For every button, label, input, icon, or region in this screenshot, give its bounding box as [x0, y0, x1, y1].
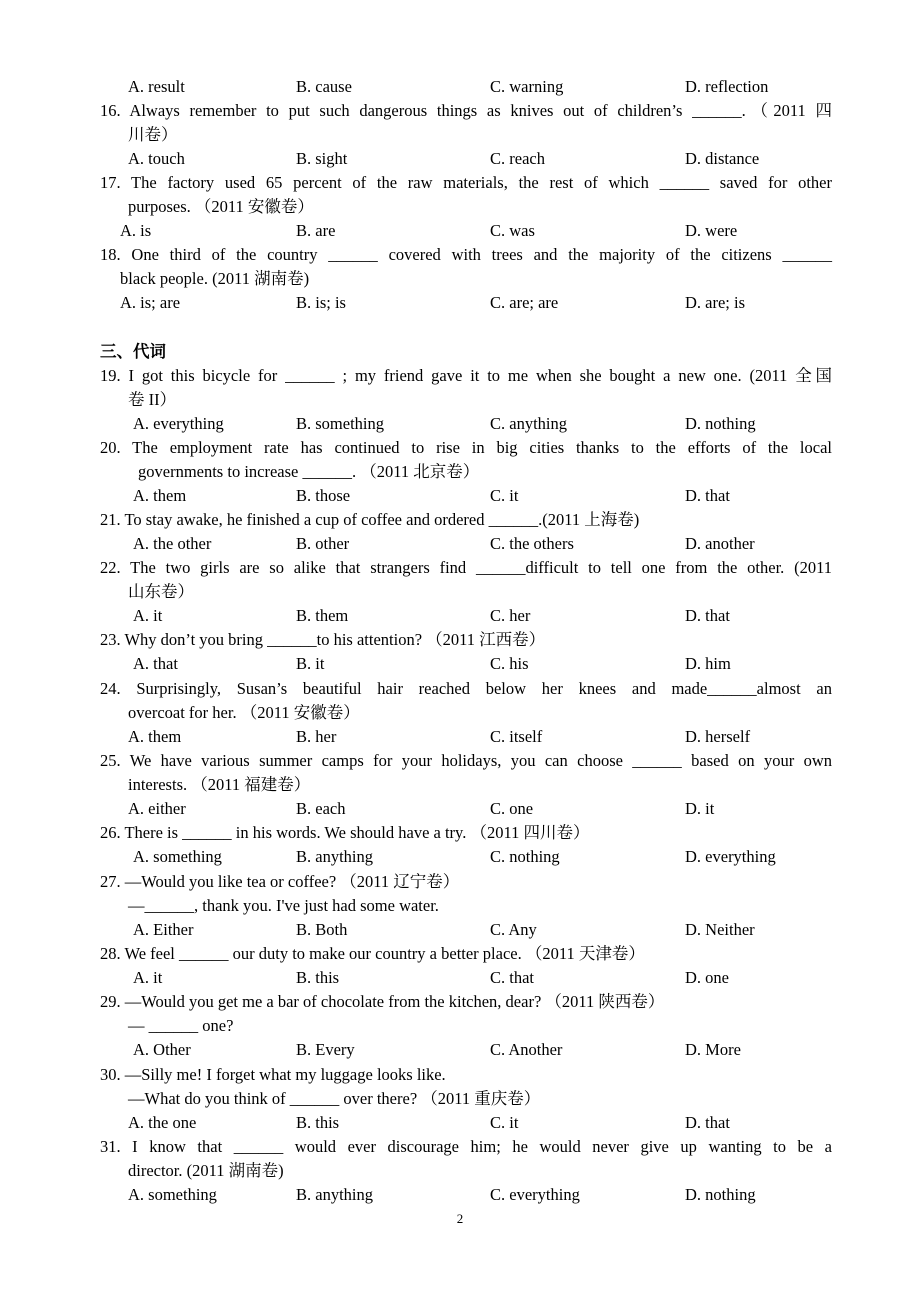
question-30	[100, 1063, 832, 1135]
option-d[interactable]: D. him	[685, 654, 731, 673]
question-text: 28. We feel ______ our duty to make our country a better place. （2011 天津卷）	[100, 944, 645, 963]
option-c[interactable]: C. was	[490, 221, 535, 240]
option-c[interactable]: C. that	[490, 968, 534, 987]
option-c[interactable]: C. everything	[490, 1185, 580, 1204]
option-d[interactable]: D. were	[685, 221, 738, 240]
option-d[interactable]: D. distance	[685, 149, 760, 168]
option-d[interactable]: D. another	[685, 534, 755, 553]
option-d[interactable]: D. that	[685, 486, 730, 505]
question-text: 21. To stay awake, he finished a cup of coffee and ordered ______.(2011 上海卷)	[100, 510, 640, 529]
question-text-continued: —What do you think of ______ over there? （2011 重庆卷）	[128, 1089, 541, 1108]
question-options	[100, 652, 832, 676]
question-text-continued: director. (2011 湖南卷)	[128, 1161, 284, 1180]
question-options	[100, 1111, 832, 1135]
section-heading: 三、代词	[100, 342, 166, 361]
option-b[interactable]: B. cause	[296, 77, 352, 96]
question-text: 23. Why don’t you bring ______to his attention? （2011 江西卷）	[100, 630, 546, 649]
option-a[interactable]: A. is	[120, 221, 152, 240]
question-text: 24. Surprisingly, Susan’s beautiful hair reached below her knees and made______almost an	[100, 679, 832, 698]
option-b[interactable]: B. anything	[296, 847, 373, 866]
question-text: 19. I got this bicycle for ______ ; my friend gave it to me when she bought a new one. (2011 全国	[100, 366, 832, 385]
question-text-continued: —______, thank you. I've just had some water.	[128, 896, 439, 915]
question-16	[100, 99, 832, 171]
page-number: 2	[456, 1211, 464, 1226]
option-a[interactable]: A. is; are	[120, 293, 181, 312]
question-options	[100, 845, 832, 869]
question-text-continued: black people. (2011 湖南卷)	[120, 269, 310, 288]
question-18	[100, 243, 832, 315]
question-27	[100, 870, 832, 942]
option-d[interactable]: D. that	[685, 606, 730, 625]
question-options	[100, 291, 832, 315]
option-b[interactable]: B. anything	[296, 1185, 373, 1204]
question-options	[100, 918, 832, 942]
option-c[interactable]: C. nothing	[490, 847, 560, 866]
option-a[interactable]: A. it	[133, 968, 163, 987]
question-15-options-block	[100, 75, 832, 99]
option-a[interactable]: A. something	[128, 1185, 217, 1204]
option-c[interactable]: C. it	[490, 1113, 519, 1132]
option-b[interactable]: B. it	[296, 654, 325, 673]
option-a[interactable]: A. the other	[133, 534, 212, 553]
option-c[interactable]: C. are; are	[490, 293, 559, 312]
question-text-continued: purposes. （2011 安徽卷）	[128, 197, 314, 216]
option-b[interactable]: B. Every	[296, 1040, 355, 1059]
question-options	[100, 484, 832, 508]
question-text-continued: — ______ one?	[128, 1016, 234, 1035]
question-text-continued: overcoat for her. （2011 安徽卷）	[128, 703, 360, 722]
option-d[interactable]: D. one	[685, 968, 729, 987]
option-a[interactable]: A. them	[128, 727, 182, 746]
option-a[interactable]: A. everything	[133, 414, 224, 433]
option-b[interactable]: B. is; is	[296, 293, 346, 312]
option-d[interactable]: D. nothing	[685, 1185, 756, 1204]
option-c[interactable]: C. reach	[490, 149, 545, 168]
question-text: 31. I know that ______ would ever discourage him; he would never give up wanting to be a	[100, 1137, 832, 1156]
option-b[interactable]: B. something	[296, 414, 385, 433]
option-d[interactable]: D. reflection	[685, 77, 769, 96]
option-b[interactable]: B. this	[296, 1113, 340, 1132]
option-c[interactable]: C. itself	[490, 727, 543, 746]
question-29	[100, 990, 832, 1062]
option-a[interactable]: A. that	[133, 654, 178, 673]
option-a[interactable]: A. touch	[128, 149, 185, 168]
option-a[interactable]: A. the one	[128, 1113, 197, 1132]
option-d[interactable]: D. everything	[685, 847, 776, 866]
question-25	[100, 749, 832, 821]
option-a[interactable]: A. Either	[133, 920, 194, 939]
question-21	[100, 508, 832, 556]
option-a[interactable]: A. it	[133, 606, 163, 625]
option-b[interactable]: B. Both	[296, 920, 348, 939]
question-text-continued: governments to increase ______. （2011 北京卷）	[138, 462, 480, 481]
question-28	[100, 942, 832, 990]
option-d[interactable]: D. that	[685, 1113, 730, 1132]
question-22	[100, 556, 832, 628]
question-text-continued: 川卷）	[128, 125, 178, 144]
question-text: 17. The factory used 65 percent of the raw materials, the rest of which ______ saved for other	[100, 173, 832, 192]
option-a[interactable]: A. them	[133, 486, 187, 505]
question-options	[100, 966, 832, 990]
question-options	[100, 797, 832, 821]
option-d[interactable]: D. Neither	[685, 920, 755, 939]
option-b[interactable]: B. this	[296, 968, 340, 987]
question-options	[100, 1183, 832, 1207]
question-24	[100, 677, 832, 749]
option-d[interactable]: D. herself	[685, 727, 751, 746]
option-c[interactable]: C. it	[490, 486, 519, 505]
question-15-options	[100, 75, 832, 99]
option-b[interactable]: B. other	[296, 534, 350, 553]
option-c[interactable]: C. anything	[490, 414, 567, 433]
option-d[interactable]: D. are; is	[685, 293, 746, 312]
question-options	[100, 604, 832, 628]
question-text: 27. —Would you like tea or coffee? （2011 辽宁卷）	[100, 872, 460, 891]
question-31	[100, 1135, 832, 1207]
question-23	[100, 628, 832, 676]
option-d[interactable]: D. More	[685, 1040, 741, 1059]
question-text: 30. —Silly me! I forget what my luggage looks like.	[100, 1065, 446, 1084]
question-text: 29. —Would you get me a bar of chocolate from the kitchen, dear? （2011 陕西卷）	[100, 992, 665, 1011]
question-text: 22. The two girls are so alike that strangers find ______difficult to tell one from the other. (2011	[100, 558, 832, 577]
option-c[interactable]: C. his	[490, 654, 529, 673]
question-text-continued: 山东卷）	[128, 582, 194, 601]
question-19	[100, 364, 832, 436]
question-options	[100, 725, 832, 749]
option-c[interactable]: C. one	[490, 799, 534, 818]
option-b[interactable]: B. those	[296, 486, 351, 505]
question-options	[100, 412, 832, 436]
question-options	[100, 532, 832, 556]
question-text-continued: interests. （2011 福建卷）	[128, 775, 311, 794]
option-b[interactable]: B. them	[296, 606, 349, 625]
question-text: 26. There is ______ in his words. We should have a try. （2011 四川卷）	[100, 823, 590, 842]
question-20	[100, 436, 832, 508]
question-text: 20. The employment rate has continued to rise in big cities thanks to the efforts of the local	[100, 438, 832, 457]
question-options	[100, 147, 832, 171]
question-26	[100, 821, 832, 869]
option-a[interactable]: A. Other	[133, 1040, 191, 1059]
option-a[interactable]: A. either	[128, 799, 186, 818]
option-a[interactable]: A. result	[128, 77, 185, 96]
option-b[interactable]: B. are	[296, 221, 336, 240]
option-c[interactable]: C. her	[490, 606, 531, 625]
question-text: 25. We have various summer camps for your holidays, you can choose ______ based on your own	[100, 751, 832, 770]
question-17	[100, 171, 832, 243]
question-options	[100, 1038, 832, 1062]
option-c[interactable]: C. the others	[490, 534, 574, 553]
question-text: 18. One third of the country ______ covered with trees and the majority of the citizens ______	[100, 245, 832, 264]
option-a[interactable]: A. something	[133, 847, 222, 866]
option-c[interactable]: C. Any	[490, 920, 537, 939]
question-text-continued: 卷 II）	[128, 390, 177, 409]
option-b[interactable]: B. each	[296, 799, 346, 818]
question-text: 16. Always remember to put such dangerous things as knives out of children’s ______.（2011 四	[100, 101, 832, 120]
option-c[interactable]: C. warning	[490, 77, 564, 96]
option-b[interactable]: B. her	[296, 727, 337, 746]
option-b[interactable]: B. sight	[296, 149, 348, 168]
option-d[interactable]: D. nothing	[685, 414, 756, 433]
option-c[interactable]: C. Another	[490, 1040, 563, 1059]
question-options	[100, 219, 832, 243]
option-d[interactable]: D. it	[685, 799, 715, 818]
